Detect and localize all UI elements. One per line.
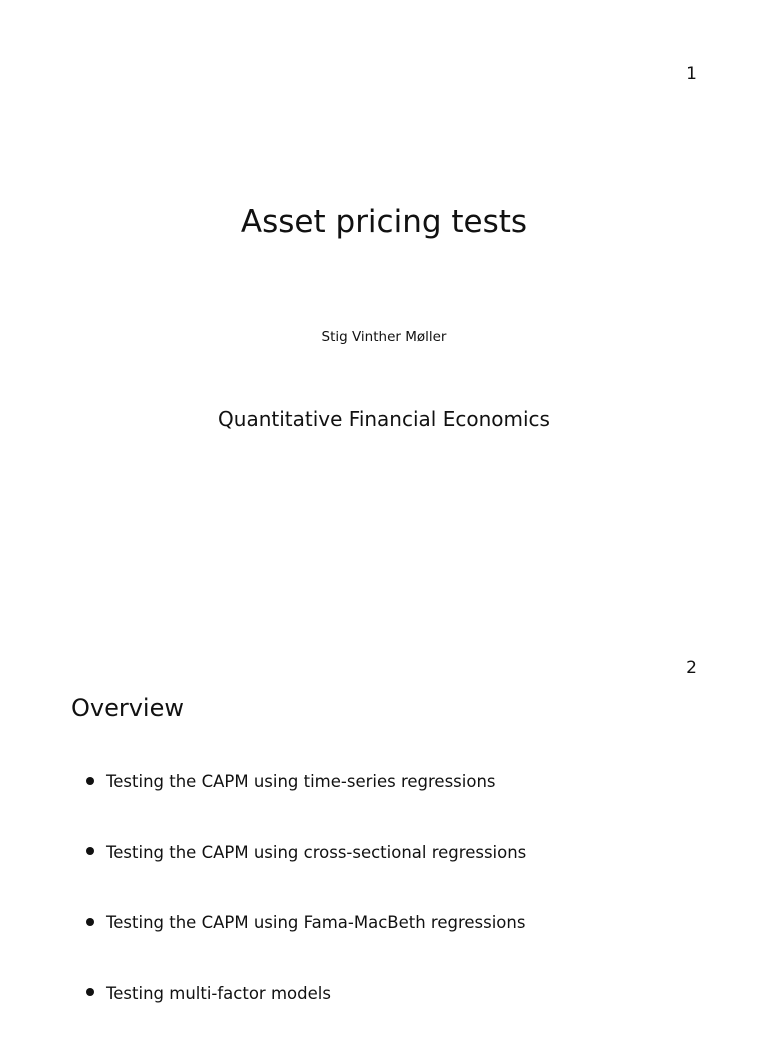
bullet-icon	[86, 988, 94, 996]
bullet-icon	[86, 777, 94, 785]
author-name: Stig Vinther Møller	[321, 329, 447, 345]
page-number-2: 2	[686, 658, 697, 678]
list-item	[86, 980, 526, 1050]
list-item	[86, 839, 526, 910]
course-name: Quantitative Financial Economics	[218, 407, 550, 431]
list-item	[86, 768, 526, 839]
list-item-text: Testing the CAPM using cross-sectional regressions	[106, 842, 527, 862]
list-item-text: Testing the CAPM using Fama-MacBeth regressions	[106, 913, 526, 933]
bullet-icon	[86, 918, 94, 926]
list-item-text: Testing multi-factor models	[106, 983, 331, 1003]
list-item	[86, 909, 526, 980]
page-number-1: 1	[686, 64, 697, 84]
slide-title: Asset pricing tests	[240, 204, 528, 240]
overview-list	[86, 768, 526, 1050]
list-item-text: Testing the CAPM using time-series regressions	[106, 772, 496, 791]
section-heading-overview: Overview	[71, 694, 184, 722]
bullet-icon	[86, 847, 94, 855]
